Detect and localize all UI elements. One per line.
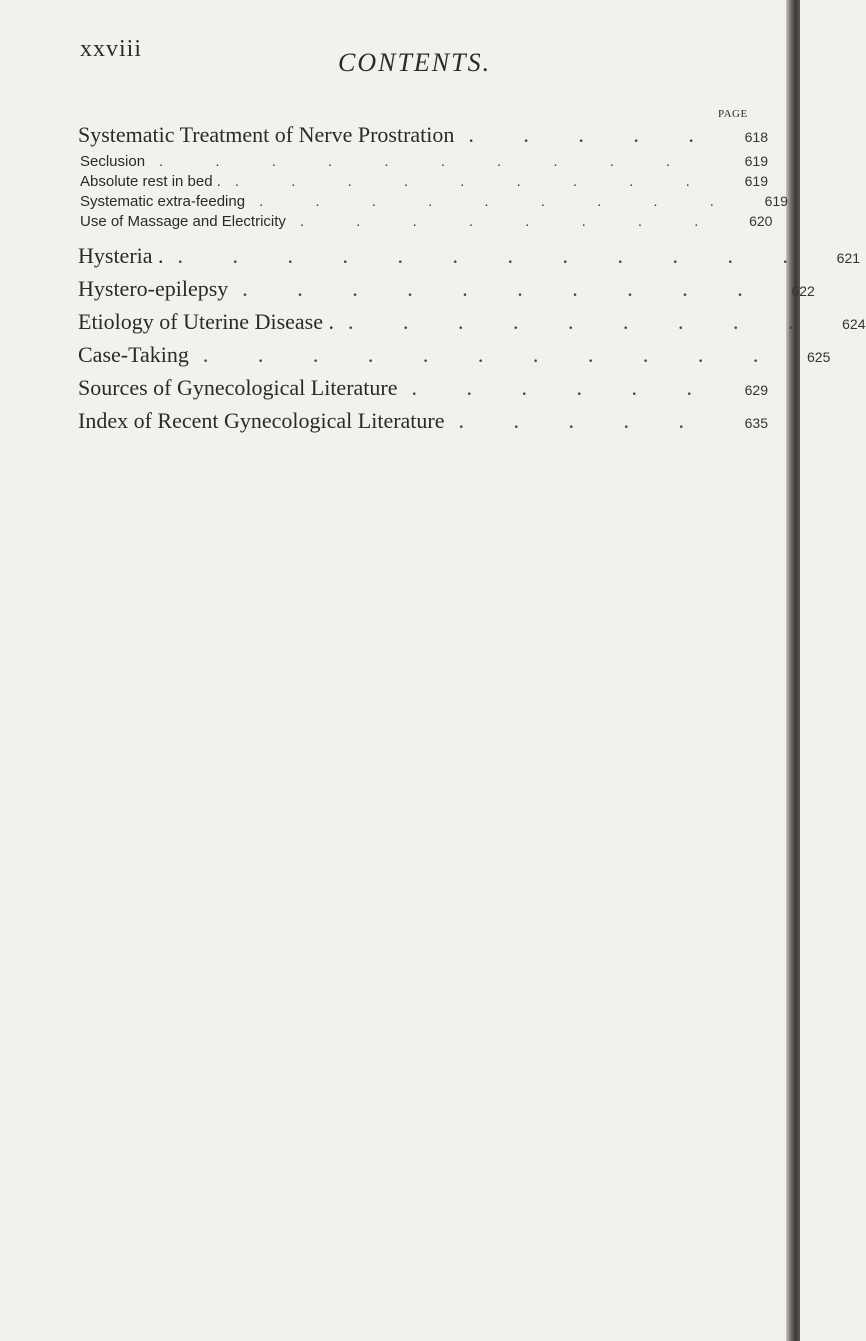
toc-subentry-extra-feeding[interactable] <box>78 191 788 211</box>
toc-page-number: 629 <box>744 382 768 398</box>
page-number: xxviii <box>80 36 143 62</box>
toc-entry-sources[interactable] <box>78 371 768 404</box>
page-edge-shadow <box>786 0 800 1341</box>
toc-entry-etiology[interactable] <box>78 305 866 338</box>
toc-entry-title: Absolute rest in bed . <box>80 173 221 190</box>
toc-entry-title: Index of Recent Gynecological Literature <box>78 408 445 433</box>
toc-subentry-seclusion[interactable] <box>78 151 768 171</box>
toc-entry-title: Hysteria . <box>78 243 164 268</box>
toc-entry-hysteria[interactable] <box>78 239 861 272</box>
toc-leader-dots: . . . . . <box>458 408 707 433</box>
toc-page-number: 622 <box>791 283 815 299</box>
toc-entry-hystero-epilepsy[interactable] <box>78 272 815 305</box>
toc-entry-title: Sources of Gynecological Literature <box>78 375 398 400</box>
toc-leader-dots: . . . . . . . . . . <box>159 153 695 170</box>
toc-entry-title: Etiology of Uterine Disease . <box>78 309 334 334</box>
running-head: CONTENTS. <box>338 48 492 77</box>
toc-entry-title: Systematic extra-feeding <box>80 193 246 210</box>
toc-entry-index[interactable] <box>78 404 768 437</box>
toc-entry-title: Systematic Treatment of Nerve Prostration <box>78 122 455 147</box>
toc-entry-title: Seclusion <box>80 153 146 170</box>
toc-leader-dots: . . . . . . . . <box>299 213 723 230</box>
toc-leader-dots: . . . . . . . . . . <box>242 276 765 301</box>
toc-leader-dots: . . . . . . . . . <box>234 173 714 190</box>
toc-entry-systematic-treatment[interactable] <box>78 118 768 151</box>
toc-leader-dots: . . . . . . . . . . . . <box>177 243 811 268</box>
page-column-label: PAGE <box>718 108 748 120</box>
toc-entry-title: Hystero-epilepsy <box>78 276 229 301</box>
toc-page-number: 619 <box>744 173 768 189</box>
toc-page-number: 619 <box>764 193 788 209</box>
toc-page-number: 620 <box>749 213 773 229</box>
toc-leader-dots: . . . . . . . . . <box>348 309 816 334</box>
toc-page-number: 619 <box>744 153 768 169</box>
toc-subentry-massage-electricity[interactable] <box>78 211 773 231</box>
toc-page-number: 625 <box>807 349 831 365</box>
toc-subentry-absolute-rest[interactable] <box>78 171 768 191</box>
toc-page-number: 635 <box>744 415 768 431</box>
table-of-contents <box>78 116 866 437</box>
toc-leader-dots: . . . . . . . . . . . <box>202 342 781 367</box>
toc-leader-dots: . . . . . . <box>411 375 714 400</box>
toc-page-number: 624 <box>842 316 866 332</box>
toc-entry-title: Use of Massage and Electricity <box>80 213 286 230</box>
toc-leader-dots: . . . . . . . . . <box>259 193 738 210</box>
toc-page-number: 618 <box>744 129 768 145</box>
toc-entry-case-taking[interactable] <box>78 338 831 371</box>
toc-leader-dots: . . . . . <box>468 122 716 147</box>
toc-page-number: 621 <box>836 250 861 266</box>
toc-entry-title: Case-Taking <box>78 342 189 367</box>
